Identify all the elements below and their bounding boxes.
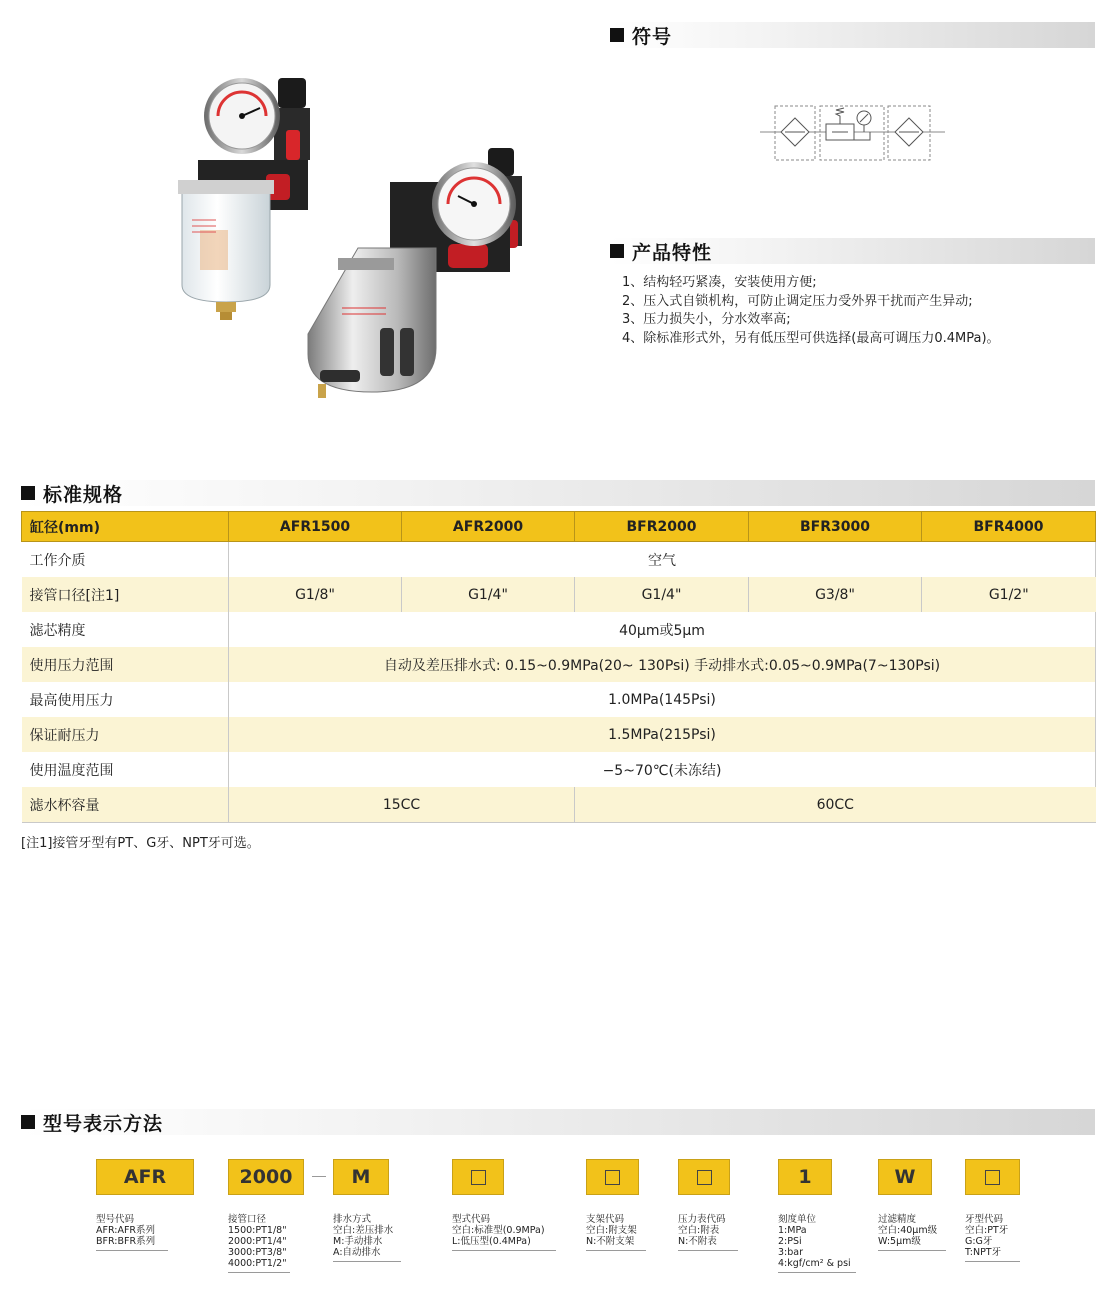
table-cell: 自动及差压排水式: 0.15~0.9MPa(20~ 130Psi) 手动排水式:0.05~0.9MPa(7~130Psi)	[229, 647, 1096, 682]
divider	[228, 1272, 290, 1273]
product-photo-afr	[120, 70, 310, 320]
product-photo-bfr	[298, 148, 538, 413]
table-cell: G1/4"	[402, 577, 575, 612]
row-label: 最高使用压力	[22, 682, 229, 717]
row-label: 接管口径[注1]	[22, 577, 229, 612]
code-box-thread	[965, 1159, 1020, 1195]
desc-bracket	[586, 1214, 646, 1251]
desc-port	[228, 1214, 290, 1273]
desc-line: 支架代码	[586, 1214, 625, 1225]
header-cell: 缸径(mm)	[22, 512, 229, 542]
desc-line: 排水方式	[333, 1214, 372, 1225]
desc-thread	[965, 1214, 1020, 1262]
code-box-type	[452, 1159, 504, 1195]
desc-line: 1:MPa	[778, 1225, 807, 1236]
square-bullet-icon	[21, 486, 35, 500]
square-bullet-icon	[21, 1115, 35, 1129]
table-cell: 60CC	[575, 787, 1096, 823]
desc-line: 4000:PT1/2"	[228, 1258, 287, 1269]
feature-item: 3、压力损失小，分水效率高;	[622, 312, 791, 327]
code-box-gauge	[678, 1159, 730, 1195]
desc-line: AFR:AFR系列	[96, 1225, 156, 1236]
desc-line: 接管口径	[228, 1214, 267, 1225]
code-box-filter: W	[878, 1159, 932, 1195]
desc-line: 1500:PT1/8"	[228, 1225, 287, 1236]
table-row	[22, 717, 1096, 752]
desc-line: BFR:BFR系列	[96, 1236, 156, 1247]
code-box-unit: 1	[778, 1159, 832, 1195]
code-box-bracket	[586, 1159, 639, 1195]
code-separator	[312, 1176, 326, 1177]
desc-series	[96, 1214, 168, 1251]
table-cell: G3/8"	[749, 577, 922, 612]
table-cell: 1.0MPa(145Psi)	[229, 682, 1096, 717]
divider	[965, 1261, 1020, 1262]
desc-unit	[778, 1214, 856, 1273]
desc-line: 空白:40μm级	[878, 1225, 938, 1236]
desc-line: G:G牙	[965, 1236, 993, 1247]
desc-line: N:不附表	[678, 1236, 717, 1247]
table-cell: 40μm或5μm	[229, 612, 1096, 647]
table-cell: G1/8"	[229, 577, 402, 612]
desc-drain	[333, 1214, 401, 1262]
row-label: 工作介质	[22, 542, 229, 578]
table-row	[22, 542, 1096, 578]
desc-line: 空白:标准型(0.9MPa)	[452, 1225, 545, 1236]
feature-item: 2、压入式自锁机构，可防止调定压力受外界干扰而产生异动;	[622, 293, 973, 309]
desc-line: 空白:附支架	[586, 1225, 637, 1236]
table-row	[22, 612, 1096, 647]
table-cell: G1/4"	[575, 577, 749, 612]
row-label: 滤水杯容量	[22, 787, 229, 823]
square-bullet-icon	[610, 244, 624, 258]
desc-line: 3:bar	[778, 1247, 804, 1258]
desc-filter	[878, 1214, 946, 1251]
desc-line: N:不附支架	[586, 1236, 635, 1247]
code-box-drain: M	[333, 1159, 389, 1195]
square-bullet-icon	[610, 28, 624, 42]
section-title: 标准规格	[43, 483, 124, 506]
features-list	[622, 274, 1102, 348]
section-header-features	[610, 238, 1095, 264]
section-header-spec	[21, 480, 1095, 506]
section-title: 产品特性	[632, 241, 713, 264]
desc-line: 型式代码	[452, 1214, 491, 1225]
section-title: 符号	[632, 25, 673, 48]
desc-line: 型号代码	[96, 1214, 135, 1225]
feature-item: 4、除标准形式外，另有低压型可供选择(最高可调压力0.4MPa)。	[622, 330, 1000, 346]
divider	[452, 1250, 556, 1251]
table-row	[22, 682, 1096, 717]
table-row	[22, 577, 1096, 612]
divider	[678, 1250, 738, 1251]
desc-line: W:5μm级	[878, 1236, 921, 1247]
divider	[586, 1250, 646, 1251]
row-label: 保证耐压力	[22, 717, 229, 752]
desc-line: 2000:PT1/4"	[228, 1236, 287, 1247]
desc-line: 3000:PT3/8"	[228, 1247, 287, 1258]
desc-line: 压力表代码	[678, 1214, 726, 1225]
desc-line: 牙型代码	[965, 1214, 1004, 1225]
code-box-port: 2000	[228, 1159, 304, 1195]
table-cell: 15CC	[229, 787, 575, 823]
table-cell: 空气	[229, 542, 1096, 578]
desc-line: 刻度单位	[778, 1214, 817, 1225]
table-row	[22, 752, 1096, 787]
desc-line: 4:kgf/cm² & psi	[778, 1258, 851, 1269]
desc-line: L:低压型(0.4MPa)	[452, 1236, 531, 1247]
row-label: 滤芯精度	[22, 612, 229, 647]
section-header-symbol	[610, 22, 1095, 48]
desc-line: A:自动排水	[333, 1247, 381, 1258]
desc-line: T:NPT牙	[965, 1247, 1002, 1258]
desc-line: M:手动排水	[333, 1236, 383, 1247]
pneumatic-symbol-diagram	[760, 104, 945, 162]
header-cell: AFR1500	[229, 512, 402, 542]
spec-table	[21, 511, 1096, 823]
feature-item: 1、结构轻巧紧凑，安装使用方便;	[622, 275, 817, 290]
code-box-series: AFR	[96, 1159, 194, 1195]
table-row	[22, 647, 1096, 682]
table-cell: G1/2"	[922, 577, 1096, 612]
table-cell: 1.5MPa(215Psi)	[229, 717, 1096, 752]
desc-line: 空白:差压排水	[333, 1225, 394, 1236]
divider	[878, 1250, 946, 1251]
desc-line: 空白:PT牙	[965, 1225, 1009, 1236]
table-row	[22, 787, 1096, 823]
section-title: 型号表示方法	[43, 1112, 164, 1135]
header-cell: BFR2000	[575, 512, 749, 542]
table-cell: −5~70℃(未冻结)	[229, 752, 1096, 787]
desc-line: 过滤精度	[878, 1214, 917, 1225]
desc-gauge	[678, 1214, 738, 1251]
row-label: 使用压力范围	[22, 647, 229, 682]
spec-header-row	[22, 512, 1096, 542]
divider	[96, 1250, 168, 1251]
spec-footnote: [注1]接管牙型有PT、G牙、NPT牙可选。	[21, 836, 260, 851]
desc-line: 空白:附表	[678, 1225, 720, 1236]
section-header-model	[21, 1109, 1095, 1135]
desc-type	[452, 1214, 556, 1251]
header-cell: BFR4000	[922, 512, 1096, 542]
desc-line: 2:PSi	[778, 1236, 802, 1247]
header-cell: AFR2000	[402, 512, 575, 542]
divider	[333, 1261, 401, 1262]
header-cell: BFR3000	[749, 512, 922, 542]
row-label: 使用温度范围	[22, 752, 229, 787]
divider	[778, 1272, 856, 1273]
